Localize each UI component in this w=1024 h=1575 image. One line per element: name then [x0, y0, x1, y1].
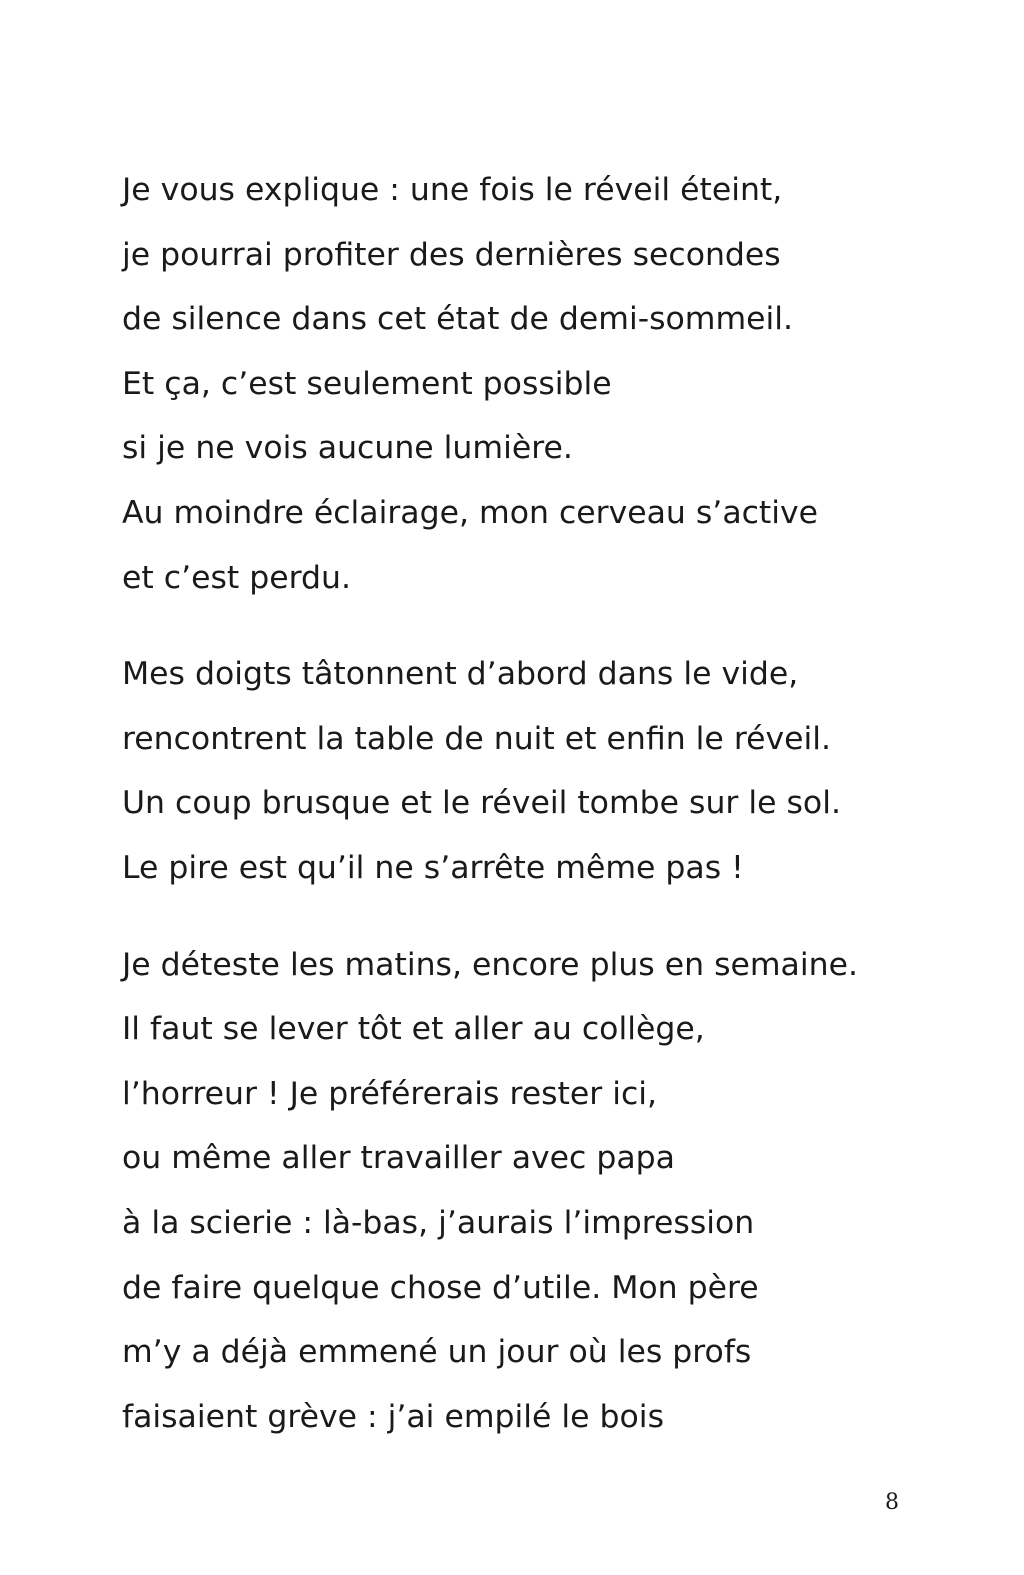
paragraph-1 [122, 158, 982, 610]
text-line: Mes doigts tâtonnent d’abord dans le vide, [122, 656, 799, 693]
text-line: Et ça, c’est seulement possible [122, 365, 612, 402]
text-line: Je déteste les matins, encore plus en semaine. [122, 946, 858, 983]
paragraph-spacer [122, 610, 982, 642]
text-line: si je ne vois aucune lumière. [122, 430, 573, 467]
page-text [122, 158, 982, 1449]
text-line: l’horreur ! Je préférerais rester ici, [122, 1075, 658, 1112]
paragraph-3 [122, 933, 982, 1450]
paragraph-2 [122, 642, 982, 900]
text-line: je pourrai profiter des dernières secondes [122, 236, 781, 273]
text-line: Au moindre éclairage, mon cerveau s’active [122, 494, 819, 531]
text-line: m’y a déjà emmené un jour où les profs [122, 1334, 752, 1371]
text-line: Il faut se lever tôt et aller au collège, [122, 1011, 705, 1048]
text-line: Un coup brusque et le réveil tombe sur le sol. [122, 785, 841, 822]
page-number: 8 [885, 1490, 899, 1515]
text-line: Je vous explique : une fois le réveil éteint, [122, 172, 783, 208]
text-line: de faire quelque chose d’utile. Mon père [122, 1269, 759, 1306]
paragraph-spacer [122, 901, 982, 933]
text-line: faisaient grève : j’ai empilé le bois [122, 1398, 664, 1435]
text-line: et c’est perdu. [122, 559, 351, 596]
text-line: Le pire est qu’il ne s’arrête même pas ! [122, 849, 744, 886]
text-line: de silence dans cet état de demi-sommeil. [122, 301, 794, 338]
text-line: à la scierie : là-bas, j’aurais l’impression [122, 1204, 755, 1241]
text-line: rencontrent la table de nuit et enfin le réveil. [122, 720, 831, 757]
text-line: ou même aller travailler avec papa [122, 1140, 675, 1177]
